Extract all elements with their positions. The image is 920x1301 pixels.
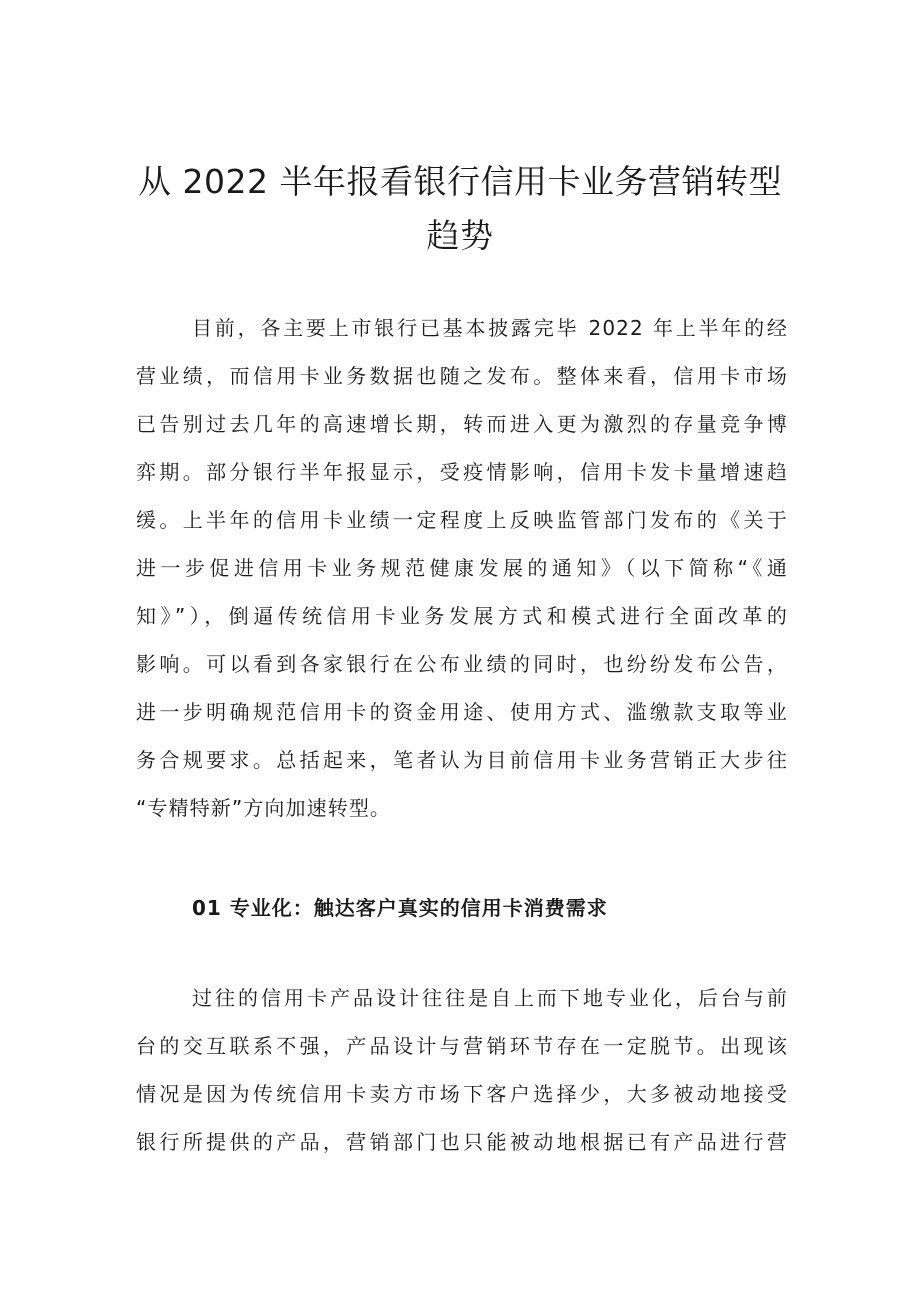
document-title-line-1: 从 2022 半年报看银行信用卡业务营销转型 [138,162,782,201]
paragraph-line: 进一步明确规范信用卡的资金用途、使用方式、滥缴款支取等业 [136,700,788,724]
paragraph-line: 缓。上半年的信用卡业绩一定程度上反映监管部门发布的《关于 [136,508,788,532]
paragraph-line: 进一步促进信用卡业务规范健康发展的通知》（以下简称“《通 [136,556,788,580]
paragraph-intro [136,304,788,832]
paragraph-line: 台的交互联系不强，产品设计与营销环节存在一定脱节。出现该 [136,1034,788,1058]
paragraph-section-1 [136,974,788,1166]
paragraph-line: 影响。可以看到各家银行在公布业绩的同时，也纷纷发布公告， [136,652,788,676]
paragraph-line: 营业绩，而信用卡业务数据也随之发布。整体来看，信用卡市场 [136,364,788,388]
paragraph-line: 知》”），倒逼传统信用卡业务发展方式和模式进行全面改革的 [136,604,788,628]
section-heading: 01 专业化：触达客户真实的信用卡消费需求 [192,896,608,920]
paragraph-line: 银行所提供的产品，营销部门也只能被动地根据已有产品进行营 [136,1130,788,1154]
paragraph-line: 务合规要求。总括起来，笔者认为目前信用卡业务营销正大步往 [136,748,788,772]
paragraph-line: 过往的信用卡产品设计往往是自上而下地专业化，后台与前 [192,986,788,1010]
paragraph-line: “专精特新”方向加速转型。 [136,796,392,820]
paragraph-line: 情况是因为传统信用卡卖方市场下客户选择少，大多被动地接受 [136,1082,788,1106]
document-title-line-2: 趋势 [426,216,494,255]
paragraph-line: 目前，各主要上市银行已基本披露完毕 2022 年上半年的经 [192,316,788,340]
paragraph-line: 弈期。部分银行半年报显示，受疫情影响，信用卡发卡量增速趋 [136,460,788,484]
paragraph-line: 已告别过去几年的高速增长期，转而进入更为激烈的存量竞争博 [136,412,788,436]
